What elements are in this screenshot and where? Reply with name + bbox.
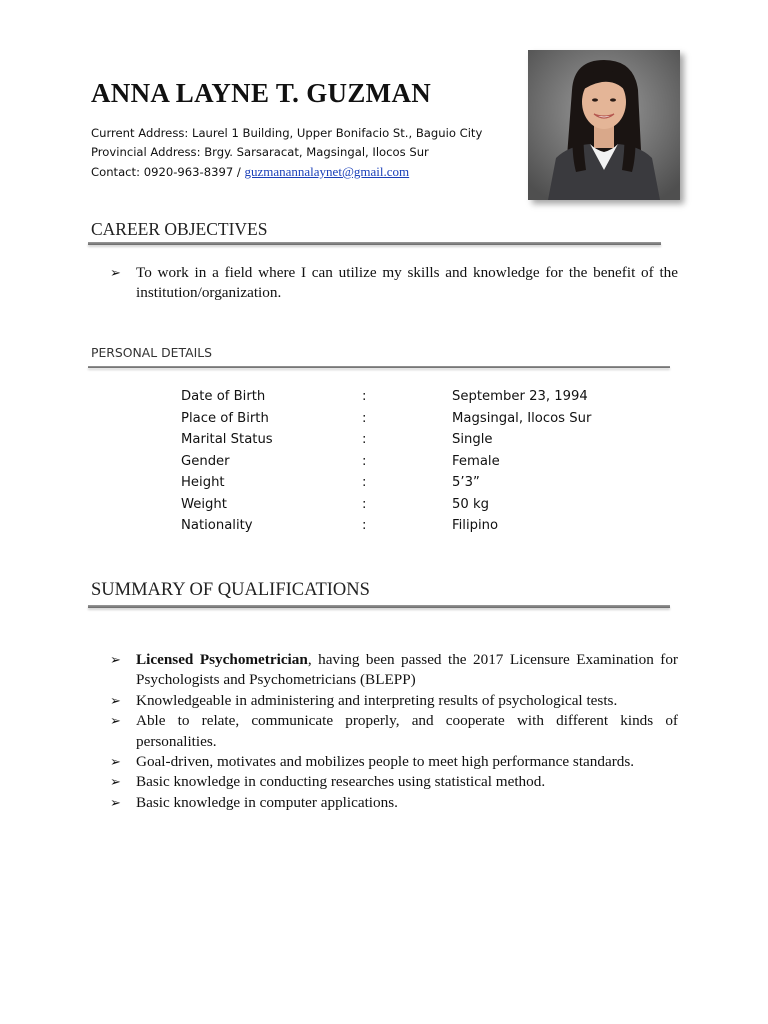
detail-value: Single [452,432,493,448]
arrow-bullet-icon: ➢ [110,774,121,790]
contact-block [91,124,482,182]
email-link[interactable]: guzmanannalaynet@gmail.com [244,164,410,179]
detail-row [181,494,591,516]
list-item: ➢ Knowledgeable in administering and interpreting results of psychological tests. [110,691,678,711]
detail-value: 5’3” [452,475,480,491]
detail-row [181,451,591,473]
arrow-bullet-icon: ➢ [110,754,121,770]
license-title: Licensed Psychometrician [136,651,308,668]
contact-number: Contact: 0920-963-8397 / [91,165,241,179]
list-item: ➢ Goal-driven, motivates and mobilizes people to meet high performance standards. [110,752,678,772]
detail-separator: : [362,389,367,405]
detail-separator: : [362,496,367,512]
personal-divider [88,366,670,368]
arrow-bullet-icon: ➢ [110,713,121,729]
detail-separator: : [362,518,367,534]
detail-label: Place of Birth [181,410,269,426]
detail-row [181,472,591,494]
detail-row [181,386,591,408]
current-address: Current Address: Laurel 1 Building, Upper Bonifacio St., Baguio City [91,126,483,140]
detail-separator: : [362,453,367,469]
detail-value: Filipino [452,518,499,534]
arrow-bullet-icon: ➢ [110,265,121,280]
detail-separator: : [362,475,367,491]
detail-separator: : [362,432,367,448]
detail-label: Date of Birth [181,389,266,405]
applicant-photo [528,50,680,200]
personal-details-table [181,386,591,537]
detail-row [181,408,591,430]
list-item: ➢ Basic knowledge in computer applications. [110,793,678,813]
list-item: ➢ Basic knowledge in conducting researches using statistical method. [110,772,678,792]
detail-label: Weight [181,496,227,512]
detail-label: Marital Status [181,432,273,448]
list-item: ➢ Licensed Psychometrician, having been passed the 2017 Licensure Examination for Psychologists and Psychometricians (BLEPP) [110,651,678,689]
detail-label: Gender [181,453,230,469]
qualifications-list [110,650,678,813]
list-item: ➢ Able to relate, communicate properly, and cooperate with different kinds of personalities. [110,712,678,750]
detail-separator: : [362,410,367,426]
provincial-address: Provincial Address: Brgy. Sarsaracat, Magsingal, Ilocos Sur [91,145,429,159]
detail-row [181,515,591,537]
detail-value: 50 kg [452,496,489,512]
career-objectives-heading: CAREER OBJECTIVES [91,219,268,239]
qualifications-divider [88,605,670,608]
detail-value: Magsingal, Ilocos Sur [452,410,592,426]
detail-label: Nationality [181,518,253,534]
portrait-image [528,50,680,200]
qualifications-heading: SUMMARY OF QUALIFICATIONS [91,580,370,600]
detail-row [181,429,591,451]
detail-value: September 23, 1994 [452,389,588,405]
applicant-name: ANNA LAYNE T. GUZMAN [91,78,432,108]
career-objectives-list [110,263,678,304]
career-divider [88,242,661,245]
detail-value: Female [452,453,500,469]
arrow-bullet-icon: ➢ [110,794,121,810]
personal-details-heading: PERSONAL DETAILS [91,345,212,360]
list-item: ➢ To work in a field where I can utilize my skills and knowledge for the benefit of the institution/organization. [110,264,678,302]
detail-label: Height [181,475,225,491]
arrow-bullet-icon: ➢ [110,652,121,667]
arrow-bullet-icon: ➢ [110,692,121,708]
contact-line [91,162,482,182]
